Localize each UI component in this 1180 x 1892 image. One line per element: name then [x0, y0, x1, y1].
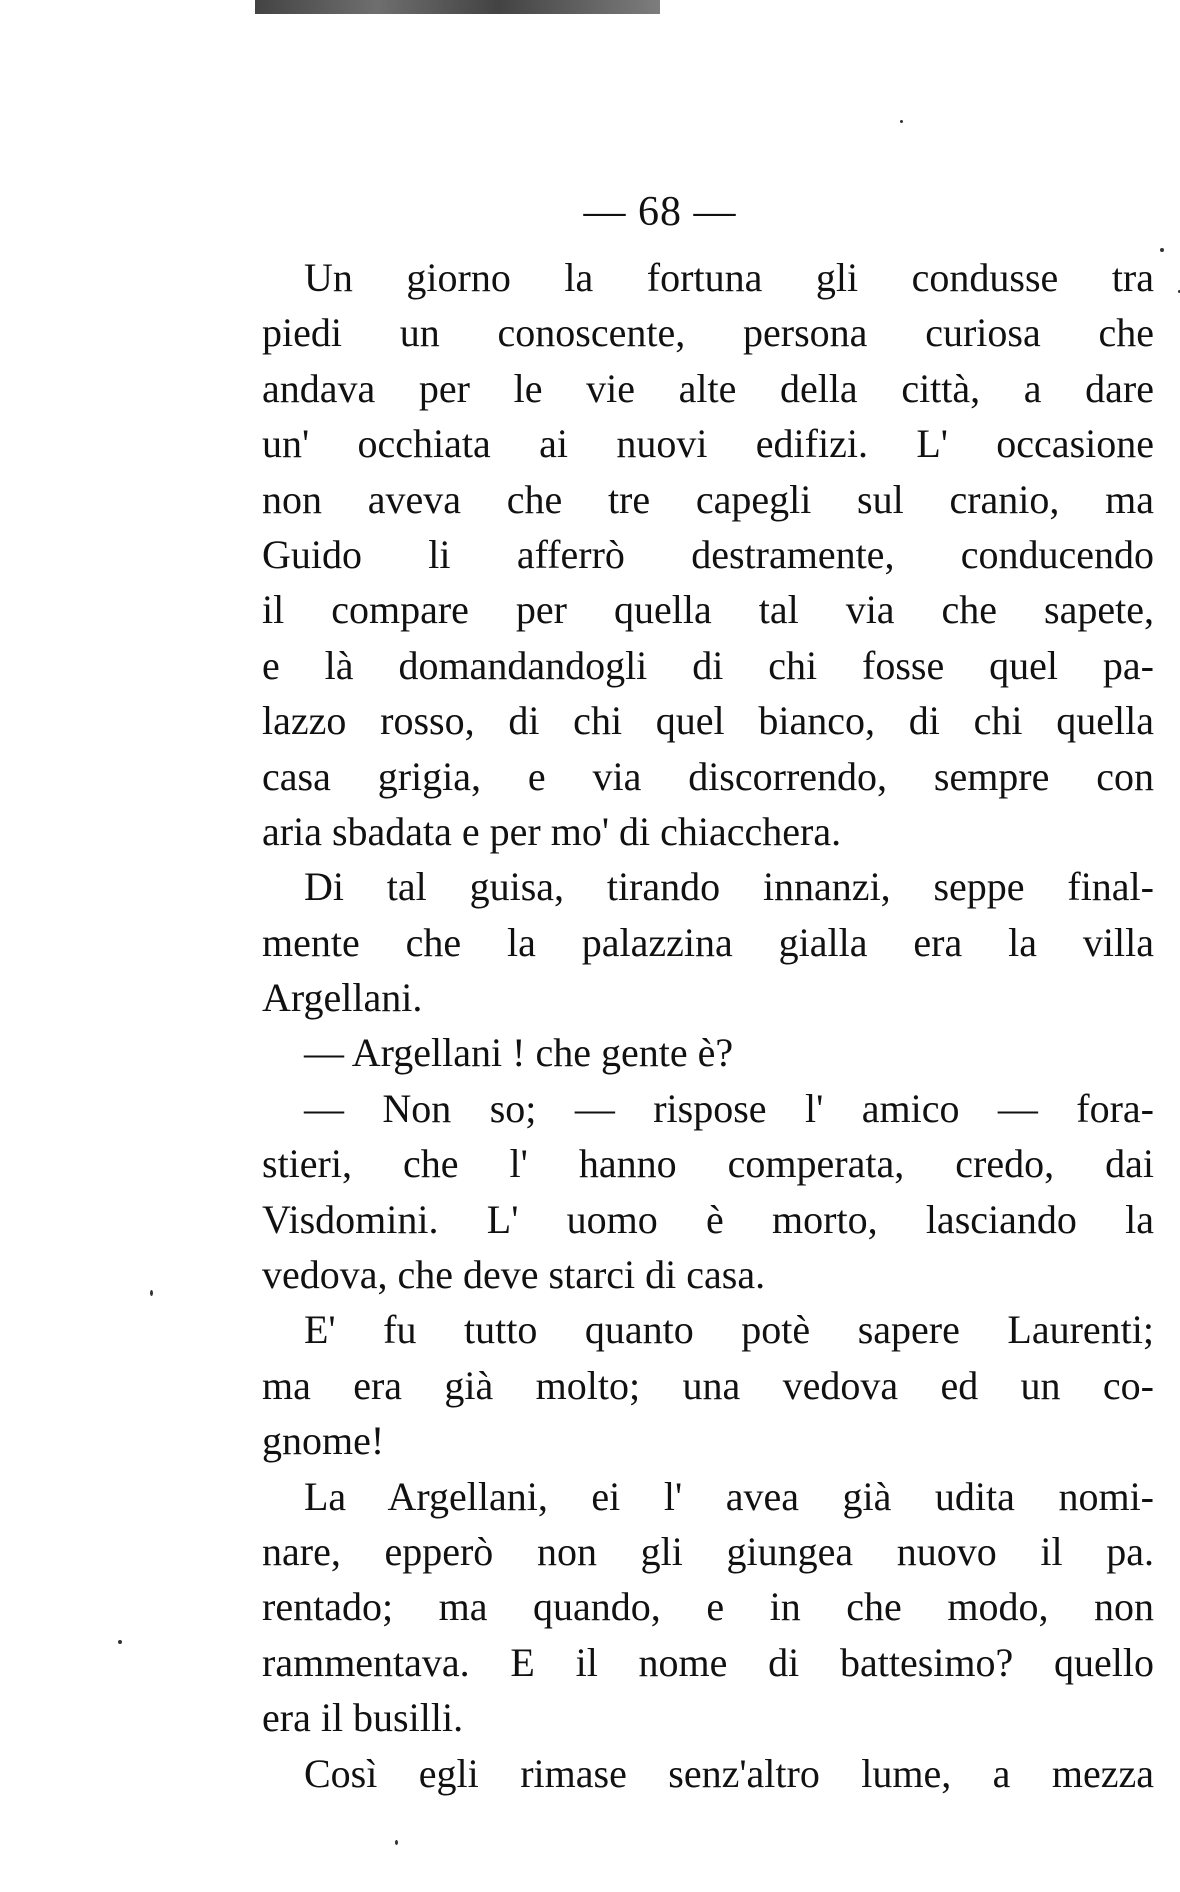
text-line: Di tal guisa, tirando innanzi, seppe final- [304, 864, 1154, 910]
text-line: lazzo rosso, di chi quel bianco, di chi quella [262, 698, 1154, 744]
text-line: E' fu tutto quanto potè sapere Laurenti; [304, 1307, 1154, 1353]
scan-speck [395, 1840, 398, 1845]
text-line: un' occhiata ai nuovi edifizi. L' occasione [262, 421, 1154, 467]
text-line: — Non so; — rispose l' amico — fora- [304, 1085, 1154, 1131]
body-text [262, 250, 1154, 1801]
scan-speck [900, 120, 903, 123]
text-line: e là domandandogli di chi fosse quel pa- [262, 642, 1154, 688]
text-line: rammentava. E il nome di battesimo? quello [262, 1639, 1154, 1685]
scan-speck [1160, 248, 1164, 252]
text-line: andava per le vie alte della città, a dare [262, 365, 1154, 411]
scan-speck [150, 1290, 153, 1296]
text-line: Argellani. [262, 975, 423, 1021]
text-line: Un giorno la fortuna gli condusse tra [304, 255, 1154, 300]
text-line: Così egli rimase senz'altro lume, a mezza [304, 1750, 1154, 1796]
text-line: vedova, che deve starci di casa. [262, 1252, 766, 1298]
text-line: — Argellani ! che gente è? [304, 1030, 734, 1076]
text-line: ma era già molto; una vedova ed un co- [262, 1362, 1154, 1408]
text-line: Guido li afferrò destramente, conducendo [262, 531, 1154, 577]
text-line: il compare per quella tal via che sapete, [262, 587, 1154, 633]
text-line: era il busilli. [262, 1695, 464, 1741]
scan-artifact-top [255, 0, 660, 14]
text-line: stieri, che l' hanno comperata, credo, dai [262, 1141, 1154, 1187]
text-line: gnome! [262, 1418, 385, 1464]
text-line: nare, epperò non gli giungea nuovo il pa. [262, 1528, 1154, 1574]
text-line: non aveva che tre capegli sul cranio, ma [262, 476, 1154, 522]
text-line: piedi un conoscente, persona curiosa che [262, 310, 1154, 356]
text-line: aria sbadata e per mo' di chiacchera. [262, 808, 842, 854]
text-line: La Argellani, ei l' avea già udita nomi- [304, 1473, 1154, 1519]
text-line: Visdomini. L' uomo è morto, lasciando la [262, 1196, 1154, 1242]
text-line: rentado; ma quando, e in che modo, non [262, 1584, 1154, 1630]
scan-speck [118, 1640, 122, 1644]
page-number: — 68 — [583, 189, 737, 235]
text-line: mente che la palazzina gialla era la villa [262, 919, 1154, 965]
text-line: casa grigia, e via discorrendo, sempre con [262, 753, 1154, 799]
